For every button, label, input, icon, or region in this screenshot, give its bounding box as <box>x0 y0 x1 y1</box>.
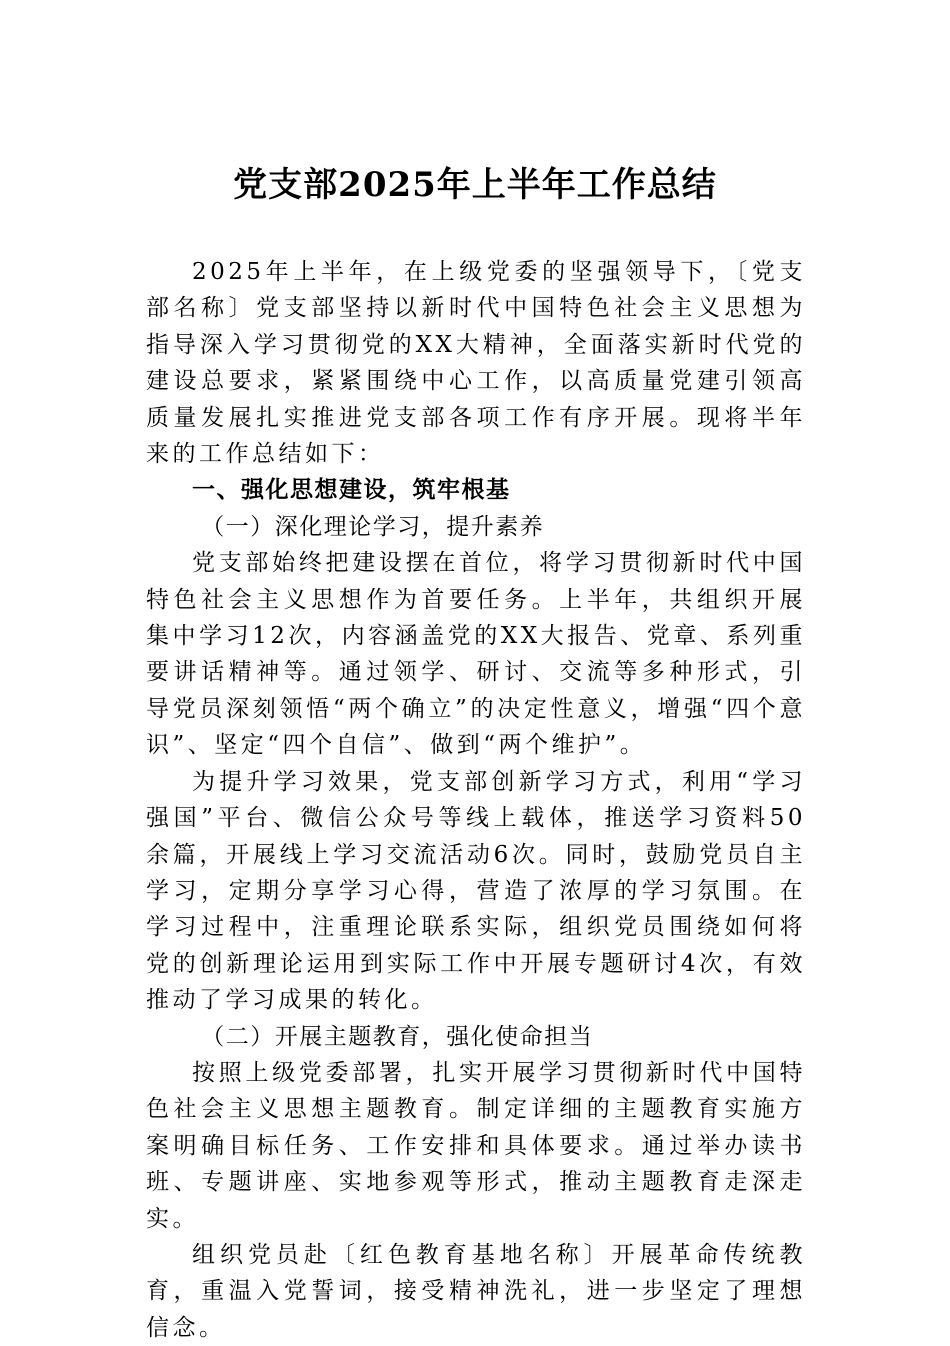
body-paragraph: 为提升学习效果，党支部创新学习方式，利用“学习强国”平台、微信公众号等线上载体，推送学习资料50余篇，开展线上学习交流活动6次。同时，鼓励党员自主学习，定期分享学习心得，营造了浓厚的学习氛围。在学习过程中，注重理论联系实际，组织党员围绕如何将党的创新理论运用到实际工作中开展专题研讨4次，有效推动了学习成果的转化。 <box>146 768 806 1014</box>
intro-paragraph: 2025年上半年，在上级党委的坚强领导下，〔党支部名称〕党支部坚持以新时代中国特色社会主义思想为指导深入学习贯彻党的XX大精神，全面落实新时代党的建设总要求，紧紧围绕中心工作，以高质量党建引领高质量发展扎实推进党支部各项工作有序开展。现将半年来的工作总结如下： <box>146 259 806 468</box>
body-paragraph: 按照上级党委部署，扎实开展学习贯彻新时代中国特色社会主义思想主题教育。制定详细的主题教育实施方案明确目标任务、工作安排和具体要求。通过举办读书班、专题讲座、实地参观等形式，推动主题教育走深走实。 <box>146 1059 806 1232</box>
body-paragraph: 组织党员赴〔红色教育基地名称〕开展革命传统教育，重温入党誓词，接受精神洗礼，进一步坚定了理想信念。 <box>146 1241 806 1341</box>
body-paragraph: 党支部始终把建设摆在首位，将学习贯彻新时代中国特色社会主义思想作为首要任务。上半年，共组织开展集中学习12次，内容涵盖党的XX大报告、党章、系列重要讲话精神等。通过领学、研讨、交流等多种形式，引导党员深刻领悟“两个确立”的决定性意义，增强“四个意识”、坚定“四个自信”、做到“两个维护”。 <box>146 550 806 759</box>
subsection-heading: （二）开展主题教育，强化使命担当 <box>201 1023 594 1050</box>
page-title: 党支部2025年上半年工作总结 <box>233 165 717 205</box>
section-heading: 一、强化思想建设，筑牢根基 <box>192 477 511 504</box>
document-body <box>146 254 806 1346</box>
subsection-heading: （一）深化理论学习，提升素养 <box>201 513 545 540</box>
